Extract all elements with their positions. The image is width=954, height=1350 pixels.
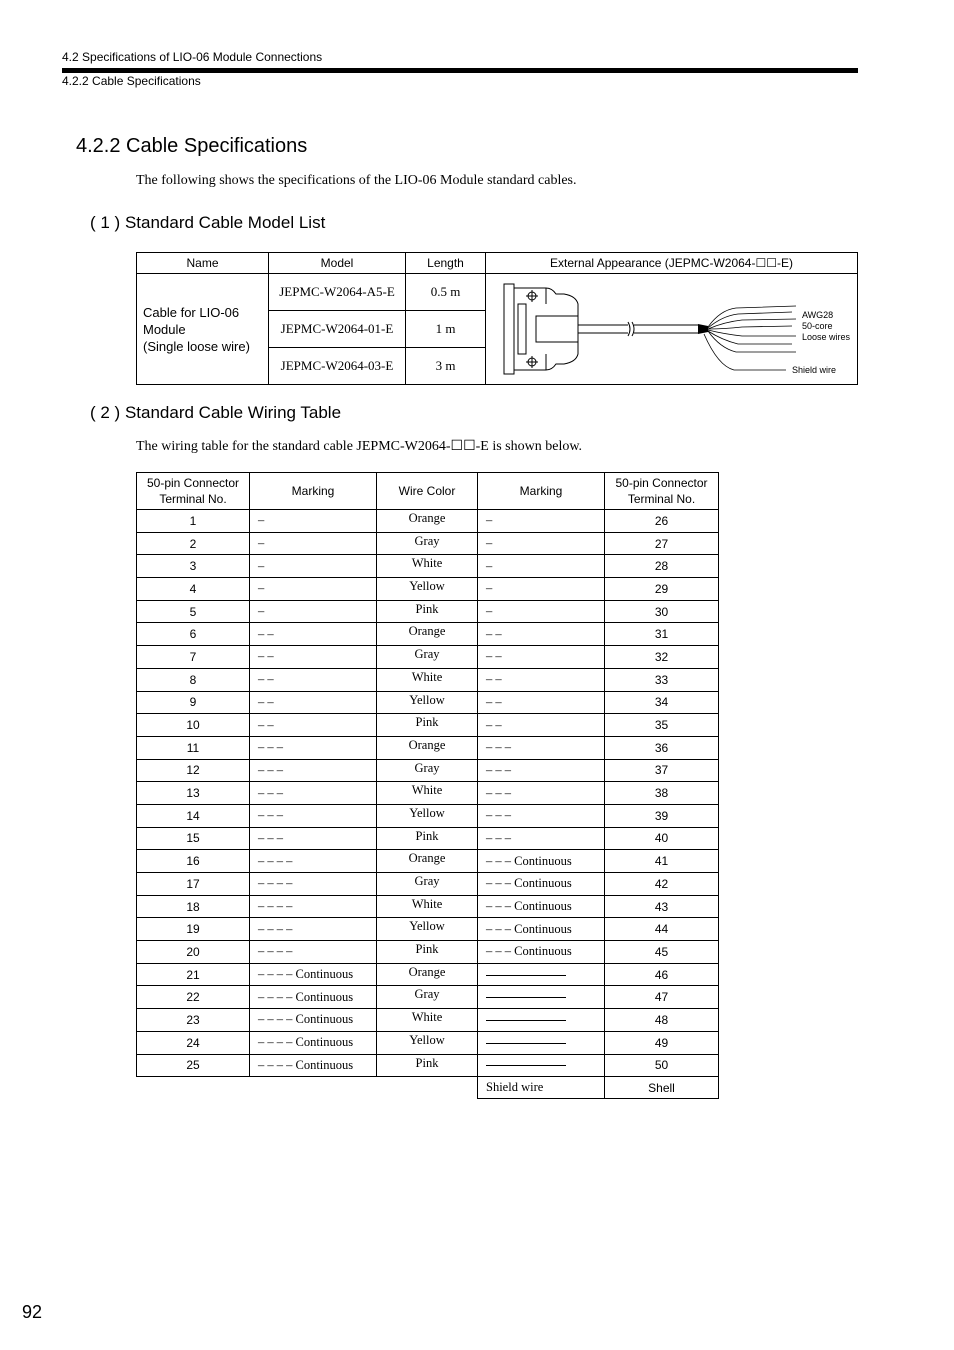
marking-b-cell: – bbox=[478, 555, 605, 578]
cable-name-line: Module bbox=[143, 321, 186, 337]
continuous-line bbox=[486, 1043, 566, 1044]
wire-color-cell: Gray bbox=[377, 986, 478, 1009]
marking-b-cell: – bbox=[478, 578, 605, 601]
model-cell: JEPMC-W2064-01-E bbox=[269, 311, 406, 348]
pin-b-cell: 35 bbox=[605, 714, 719, 737]
shield-row bbox=[137, 1077, 719, 1099]
pin-a-cell: 16 bbox=[137, 850, 250, 873]
pin-b-cell: 48 bbox=[605, 1009, 719, 1032]
pin-a-cell: 10 bbox=[137, 714, 250, 737]
pin-b-cell: 31 bbox=[605, 623, 719, 646]
pin-a-cell: 18 bbox=[137, 895, 250, 918]
wire-color-cell: Yellow bbox=[377, 918, 478, 941]
marking-a-cell: – – – bbox=[250, 782, 377, 805]
pin-a-cell: 14 bbox=[137, 804, 250, 827]
pin-a-cell: 4 bbox=[137, 578, 250, 601]
marking-b-cell bbox=[478, 986, 605, 1009]
intro-paragraph: The following shows the specifications of the LIO-06 Module standard cables. bbox=[136, 173, 577, 188]
model-cell: JEPMC-W2064-A5-E bbox=[269, 274, 406, 311]
marking-b-cell bbox=[478, 1009, 605, 1032]
wire-color-cell: Pink bbox=[377, 1054, 478, 1077]
column-header: Name bbox=[137, 253, 269, 274]
wire-color-cell: Yellow bbox=[377, 691, 478, 714]
wire-color-cell: Gray bbox=[377, 532, 478, 555]
column-header: Marking bbox=[250, 473, 377, 510]
marking-a-cell: – – – – Continuous bbox=[250, 1009, 377, 1032]
pin-a-cell: 9 bbox=[137, 691, 250, 714]
section2-intro: The wiring table for the standard cable JEPMC-W2064-☐☐-E is shown below. bbox=[136, 439, 583, 454]
table-row bbox=[137, 873, 719, 896]
model-cell: JEPMC-W2064-03-E bbox=[269, 348, 406, 385]
pin-b-cell: 30 bbox=[605, 600, 719, 623]
pin-b-cell: 40 bbox=[605, 827, 719, 850]
table-row bbox=[137, 782, 719, 805]
pin-b-cell: 34 bbox=[605, 691, 719, 714]
pin-a-cell: 1 bbox=[137, 510, 250, 533]
cable-name-line: Cable for LIO-06 bbox=[143, 304, 240, 320]
wire-color-cell: Yellow bbox=[377, 578, 478, 601]
pin-a-cell: 24 bbox=[137, 1031, 250, 1054]
marking-b-cell: – – – bbox=[478, 804, 605, 827]
table-header-row bbox=[137, 253, 858, 274]
pin-a-cell: 22 bbox=[137, 986, 250, 1009]
marking-b-cell: – – bbox=[478, 714, 605, 737]
wire-color-cell: White bbox=[377, 668, 478, 691]
marking-b-cell: – – bbox=[478, 646, 605, 669]
table-header-row bbox=[137, 473, 719, 510]
marking-a-cell: – – bbox=[250, 714, 377, 737]
pin-b-cell: 50 bbox=[605, 1054, 719, 1077]
marking-a-cell: – – – – Continuous bbox=[250, 1031, 377, 1054]
pin-a-cell: 21 bbox=[137, 963, 250, 986]
pin-b-cell: 29 bbox=[605, 578, 719, 601]
continuous-line bbox=[486, 975, 566, 976]
wire-color-cell: Yellow bbox=[377, 804, 478, 827]
table-row bbox=[137, 691, 719, 714]
empty-cell bbox=[377, 1077, 478, 1099]
external-appearance-cell bbox=[486, 274, 858, 385]
marking-a-cell: – – bbox=[250, 623, 377, 646]
wire-color-cell: Orange bbox=[377, 510, 478, 533]
pin-b-cell: 36 bbox=[605, 736, 719, 759]
column-header: Length bbox=[406, 253, 486, 274]
table-row bbox=[137, 1054, 719, 1077]
marking-b-cell: – – – bbox=[478, 736, 605, 759]
pin-b-cell: 47 bbox=[605, 986, 719, 1009]
wire-color-cell: Pink bbox=[377, 714, 478, 737]
cable-end-sleeve bbox=[698, 324, 708, 334]
length-cell: 0.5 m bbox=[406, 274, 486, 311]
marking-a-cell: – – – bbox=[250, 736, 377, 759]
wire-color-cell: White bbox=[377, 555, 478, 578]
pin-b-cell: 49 bbox=[605, 1031, 719, 1054]
pin-b-cell: 43 bbox=[605, 895, 719, 918]
continuous-line bbox=[486, 1065, 566, 1066]
pin-a-cell: 25 bbox=[137, 1054, 250, 1077]
pin-b-cell: 39 bbox=[605, 804, 719, 827]
pin-a-cell: 7 bbox=[137, 646, 250, 669]
marking-b-cell: – – – Continuous bbox=[478, 918, 605, 941]
table-row bbox=[137, 986, 719, 1009]
marking-a-cell: – bbox=[250, 555, 377, 578]
marking-a-cell: – – – – Continuous bbox=[250, 1054, 377, 1077]
marking-a-cell: – – – – Continuous bbox=[250, 986, 377, 1009]
pin-a-cell: 13 bbox=[137, 782, 250, 805]
marking-b-cell: – – – bbox=[478, 827, 605, 850]
pin-a-cell: 8 bbox=[137, 668, 250, 691]
marking-b-cell bbox=[478, 1054, 605, 1077]
pin-a-cell: 20 bbox=[137, 941, 250, 964]
wire-color-cell: White bbox=[377, 782, 478, 805]
table-row bbox=[137, 963, 719, 986]
marking-a-cell: – – bbox=[250, 646, 377, 669]
table-row bbox=[137, 646, 719, 669]
cable-name-line: (Single loose wire) bbox=[143, 338, 250, 354]
wire-color-cell: White bbox=[377, 1009, 478, 1032]
marking-a-cell: – – – – bbox=[250, 873, 377, 896]
pin-b-cell: 41 bbox=[605, 850, 719, 873]
core-count-label: 50-core bbox=[802, 321, 833, 331]
marking-a-cell: – – bbox=[250, 691, 377, 714]
running-header-subsection: 4.2.2 Cable Specifications bbox=[62, 74, 201, 88]
continuous-line bbox=[486, 1020, 566, 1021]
cable-illustration bbox=[486, 274, 856, 384]
column-header: Wire Color bbox=[377, 473, 478, 510]
marking-a-cell: – – – – Continuous bbox=[250, 963, 377, 986]
pin-b-cell: 45 bbox=[605, 941, 719, 964]
marking-b-cell: – bbox=[478, 600, 605, 623]
pin-b-cell: 32 bbox=[605, 646, 719, 669]
column-header: 50-pin Connector Terminal No. bbox=[605, 473, 719, 510]
table-row bbox=[137, 510, 719, 533]
pin-a-cell: 2 bbox=[137, 532, 250, 555]
pin-b-cell: 26 bbox=[605, 510, 719, 533]
running-header-section: 4.2 Specifications of LIO-06 Module Connections bbox=[62, 50, 323, 64]
marking-b-cell: – – – Continuous bbox=[478, 941, 605, 964]
wire-color-cell: Gray bbox=[377, 759, 478, 782]
wire-color-cell: Orange bbox=[377, 963, 478, 986]
marking-b-cell: – – – Continuous bbox=[478, 850, 605, 873]
pin-a-cell: 15 bbox=[137, 827, 250, 850]
wire-color-cell: Orange bbox=[377, 623, 478, 646]
marking-b-cell: – bbox=[478, 532, 605, 555]
marking-a-cell: – – – – bbox=[250, 941, 377, 964]
wire-color-cell: White bbox=[377, 895, 478, 918]
table-row bbox=[137, 918, 719, 941]
marking-a-cell: – bbox=[250, 510, 377, 533]
marking-b-cell: – bbox=[478, 510, 605, 533]
marking-b-cell: – – bbox=[478, 623, 605, 646]
loose-wires-label: Loose wires bbox=[802, 332, 851, 342]
table-row bbox=[137, 555, 719, 578]
marking-a-cell: – – bbox=[250, 668, 377, 691]
pin-a-cell: 5 bbox=[137, 600, 250, 623]
marking-b-cell: – – – bbox=[478, 759, 605, 782]
pin-a-cell: 23 bbox=[137, 1009, 250, 1032]
wire-color-cell: Yellow bbox=[377, 1031, 478, 1054]
loose-wires-icon bbox=[704, 306, 796, 370]
shield-marking-cell: Shield wire bbox=[478, 1077, 605, 1099]
pin-a-cell: 19 bbox=[137, 918, 250, 941]
marking-b-cell: – – – Continuous bbox=[478, 873, 605, 896]
page-number: 92 bbox=[22, 1302, 43, 1322]
wire-color-cell: Gray bbox=[377, 873, 478, 896]
marking-a-cell: – bbox=[250, 532, 377, 555]
pin-a-cell: 17 bbox=[137, 873, 250, 896]
pin-a-cell: 6 bbox=[137, 623, 250, 646]
wiring-table bbox=[136, 472, 719, 1099]
wire-color-cell: Pink bbox=[377, 600, 478, 623]
marking-a-cell: – – – – bbox=[250, 895, 377, 918]
column-header: Model bbox=[269, 253, 406, 274]
table-row bbox=[137, 736, 719, 759]
section1-heading: ( 1 ) Standard Cable Model List bbox=[90, 213, 326, 232]
marking-b-cell bbox=[478, 963, 605, 986]
table-row bbox=[137, 850, 719, 873]
pin-b-cell: 37 bbox=[605, 759, 719, 782]
pin-b-cell: 28 bbox=[605, 555, 719, 578]
marking-b-cell: – – – bbox=[478, 782, 605, 805]
length-cell: 3 m bbox=[406, 348, 486, 385]
marking-b-cell: – – – Continuous bbox=[478, 895, 605, 918]
shield-terminal-cell: Shell bbox=[605, 1077, 719, 1099]
marking-b-cell bbox=[478, 1031, 605, 1054]
wire-color-cell: Pink bbox=[377, 827, 478, 850]
table-row bbox=[137, 532, 719, 555]
pin-a-cell: 12 bbox=[137, 759, 250, 782]
table-row bbox=[137, 1009, 719, 1032]
marking-b-cell: – – bbox=[478, 668, 605, 691]
column-header: External Appearance (JEPMC-W2064-☐☐-E) bbox=[486, 253, 858, 274]
table-row bbox=[137, 759, 719, 782]
table-row bbox=[137, 274, 858, 311]
table-row bbox=[137, 714, 719, 737]
cable-model-table bbox=[136, 252, 858, 385]
continuous-line bbox=[486, 997, 566, 998]
wire-color-cell: Gray bbox=[377, 646, 478, 669]
marking-a-cell: – bbox=[250, 578, 377, 601]
table-row bbox=[137, 600, 719, 623]
header-rule bbox=[62, 68, 858, 73]
marking-a-cell: – – – bbox=[250, 804, 377, 827]
column-header: 50-pin Connector Terminal No. bbox=[137, 473, 250, 510]
table-row bbox=[137, 827, 719, 850]
pin-b-cell: 33 bbox=[605, 668, 719, 691]
table-row bbox=[137, 941, 719, 964]
table-row bbox=[137, 895, 719, 918]
wire-color-cell: Pink bbox=[377, 941, 478, 964]
marking-a-cell: – bbox=[250, 600, 377, 623]
pin-a-cell: 11 bbox=[137, 736, 250, 759]
marking-a-cell: – – – bbox=[250, 827, 377, 850]
table-row bbox=[137, 1031, 719, 1054]
marking-a-cell: – – – bbox=[250, 759, 377, 782]
table-row bbox=[137, 804, 719, 827]
marking-a-cell: – – – – bbox=[250, 918, 377, 941]
wire-color-cell: Orange bbox=[377, 850, 478, 873]
shield-wire-label: Shield wire bbox=[792, 365, 837, 375]
section2-heading: ( 2 ) Standard Cable Wiring Table bbox=[90, 403, 342, 422]
cable-name bbox=[137, 274, 269, 385]
pin-b-cell: 38 bbox=[605, 782, 719, 805]
table-row bbox=[137, 578, 719, 601]
pin-b-cell: 42 bbox=[605, 873, 719, 896]
pin-b-cell: 27 bbox=[605, 532, 719, 555]
wire-color-cell: Orange bbox=[377, 736, 478, 759]
empty-cell bbox=[250, 1077, 377, 1099]
marking-a-cell: – – – – bbox=[250, 850, 377, 873]
connector-icon bbox=[504, 284, 578, 374]
empty-cell bbox=[137, 1077, 250, 1099]
pin-b-cell: 46 bbox=[605, 963, 719, 986]
column-header: Marking bbox=[478, 473, 605, 510]
cable-body bbox=[578, 322, 698, 336]
length-cell: 1 m bbox=[406, 311, 486, 348]
pin-b-cell: 44 bbox=[605, 918, 719, 941]
marking-b-cell: – – bbox=[478, 691, 605, 714]
table-row bbox=[137, 668, 719, 691]
awg-label: AWG28 bbox=[802, 310, 834, 320]
pin-a-cell: 3 bbox=[137, 555, 250, 578]
table-row bbox=[137, 623, 719, 646]
page-title: 4.2.2 Cable Specifications bbox=[76, 135, 308, 157]
